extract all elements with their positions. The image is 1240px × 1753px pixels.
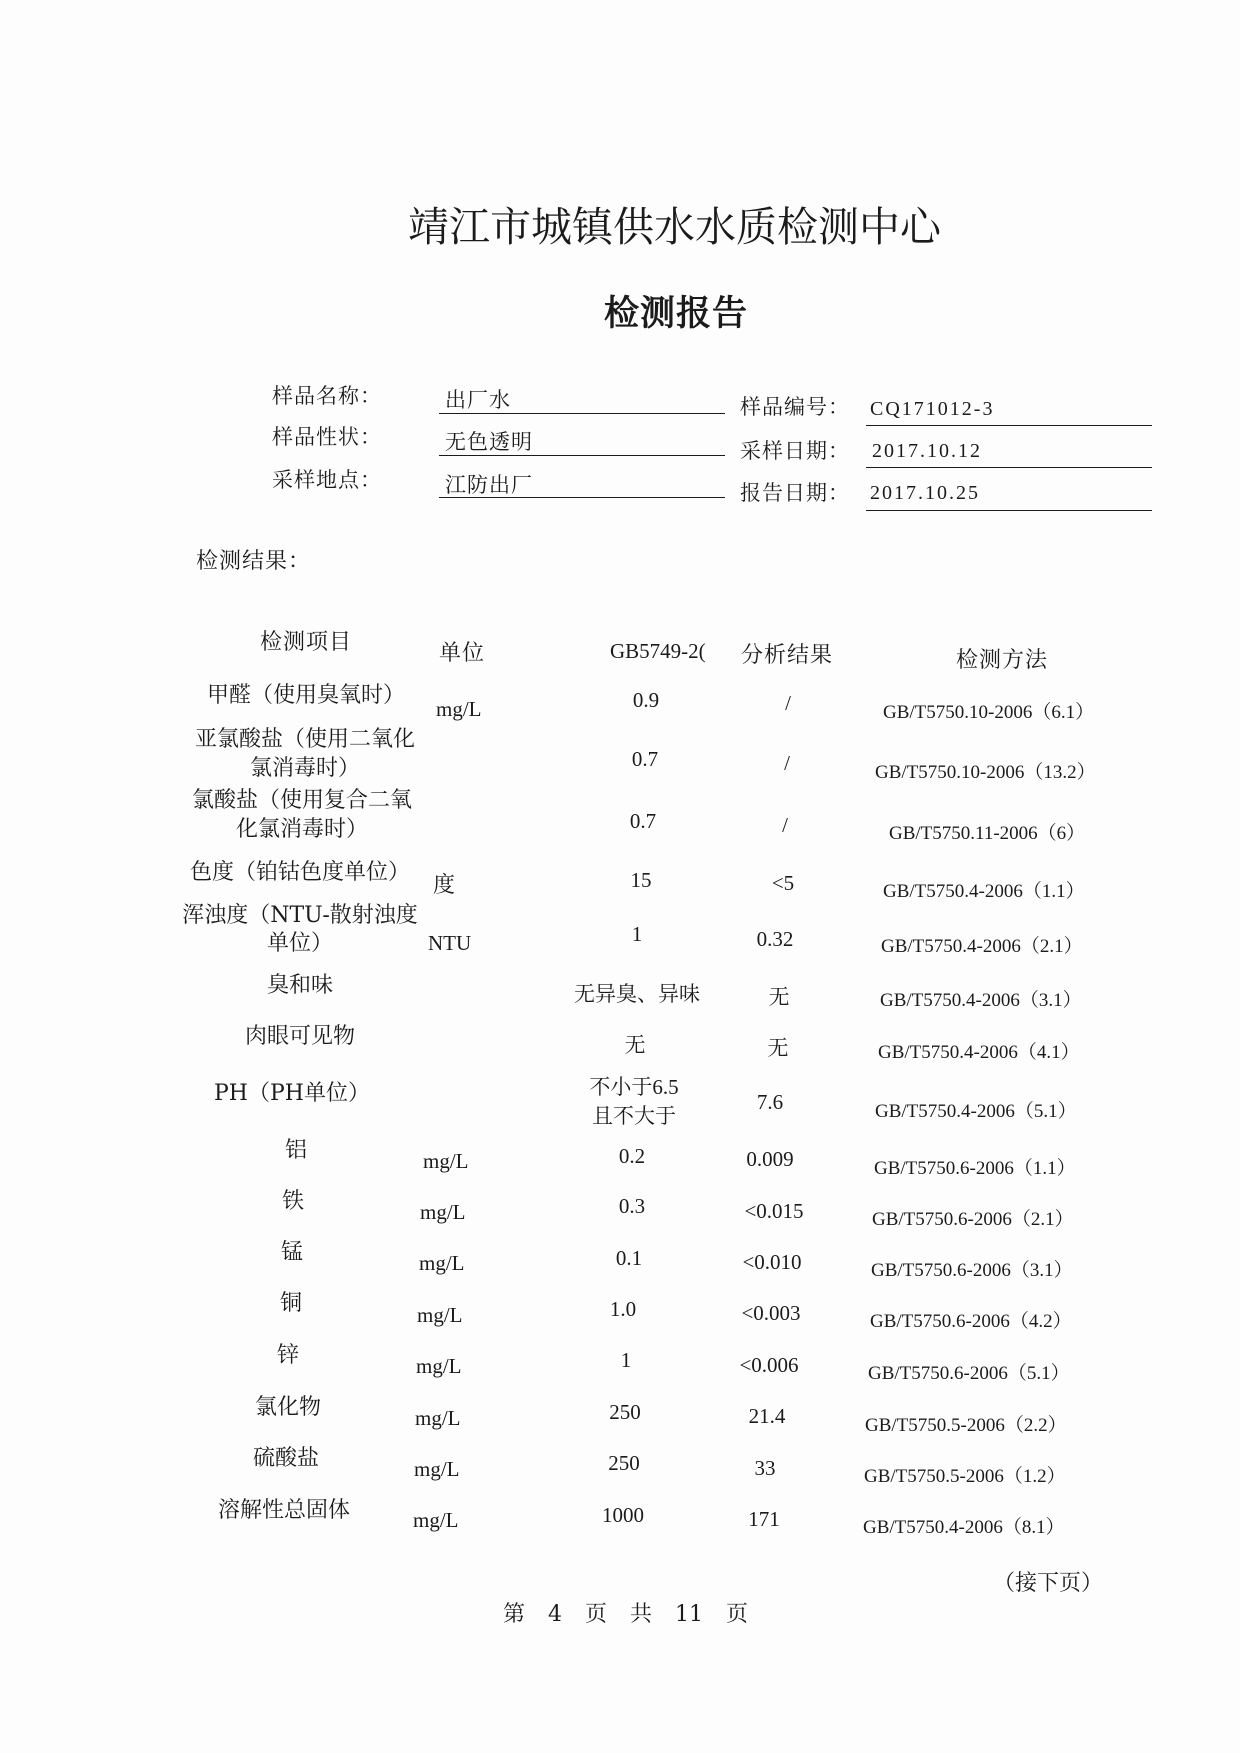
analysis-result: 无 <box>768 985 790 1009</box>
test-item-name: 锌 <box>276 1343 299 1368</box>
test-item-name: 甲醛（使用臭氧时） <box>206 683 405 708</box>
organization-title: 靖江市城镇供水水质检测中心 <box>408 203 941 251</box>
unit: mg/L <box>414 1457 460 1481</box>
unit: mg/L <box>420 1200 466 1224</box>
results-heading: 检测结果： <box>196 549 312 574</box>
analysis-result: 171 <box>748 1507 780 1531</box>
standard-limit: 1 <box>631 922 643 946</box>
standard-limit: 250 <box>609 1400 641 1424</box>
continued-note: （接下页） <box>993 1571 1104 1596</box>
standard-limit: 不小于6.5 <box>589 1075 679 1099</box>
standard-limit: 无异臭、异味 <box>574 982 700 1006</box>
unit: mg/L <box>417 1303 463 1327</box>
unit: mg/L <box>423 1149 469 1173</box>
test-method: GB/T5750.4-2006（3.1） <box>880 990 1082 1011</box>
test-method: GB/T5750.4-2006（4.1） <box>878 1042 1080 1063</box>
standard-limit: 0.7 <box>631 747 659 771</box>
test-item-name: 铜 <box>279 1291 302 1316</box>
analysis-result: <0.006 <box>739 1353 799 1377</box>
unit: mg/L <box>413 1508 459 1532</box>
test-item-name: 氯酸盐（使用复合二氧 <box>191 788 412 813</box>
test-item-name: 浑浊度（NTU-散射浊度 <box>182 903 418 928</box>
test-item-name: 色度（铂钴色度单位） <box>189 860 410 885</box>
test-item-name: 亚氯酸盐（使用二氧化 <box>194 727 415 752</box>
test-item-name: 氯化物 <box>254 1395 321 1420</box>
header-unit: 单位 <box>439 641 486 666</box>
sample-name-underline <box>439 413 725 414</box>
standard-limit: 1.0 <box>609 1297 637 1321</box>
test-method: GB/T5750.5-2006（1.2） <box>864 1466 1066 1487</box>
analysis-result: 无 <box>767 1036 789 1060</box>
unit: mg/L <box>416 1354 462 1378</box>
analysis-result: / <box>782 813 788 837</box>
sample-state-label: 样品性状： <box>272 425 382 449</box>
test-method: GB/T5750.4-2006（2.1） <box>881 936 1083 957</box>
unit: mg/L <box>415 1406 461 1430</box>
analysis-result: 7.6 <box>756 1090 784 1114</box>
test-method: GB/T5750.6-2006（4.2） <box>870 1311 1072 1332</box>
test-item-name: PH（PH单位） <box>214 1081 370 1106</box>
analysis-result: <0.015 <box>744 1199 804 1223</box>
sampling-date-underline <box>866 467 1152 468</box>
test-method: GB/T5750.4-2006（5.1） <box>875 1101 1077 1122</box>
standard-limit: 0.7 <box>629 809 657 833</box>
page-number: 第 4 页 共 11 页 <box>503 1602 748 1627</box>
test-method: GB/T5750.5-2006（2.2） <box>865 1415 1067 1436</box>
test-method: GB/T5750.6-2006（1.1） <box>874 1158 1076 1179</box>
standard-limit: 0.1 <box>615 1246 643 1270</box>
report-date-underline <box>866 510 1152 511</box>
analysis-result: / <box>784 751 790 775</box>
test-item-name: 肉眼可见物 <box>244 1024 355 1049</box>
test-item-name: 锰 <box>280 1240 303 1265</box>
test-method: GB/T5750.6-2006（2.1） <box>872 1209 1074 1230</box>
test-item-name: 化氯消毒时） <box>235 817 368 842</box>
standard-limit: 无 <box>624 1033 646 1057</box>
sample-id-value: CQ171012-3 <box>870 398 995 420</box>
unit: NTU <box>428 931 472 955</box>
sample-id-underline <box>866 425 1152 426</box>
standard-limit: 0.3 <box>618 1194 646 1218</box>
standard-limit: 15 <box>630 868 652 892</box>
test-item-name: 臭和味 <box>266 973 333 998</box>
header-result: 分析结果 <box>741 643 834 668</box>
test-method: GB/T5750.10-2006（6.1） <box>883 702 1095 723</box>
standard-limit: 1000 <box>602 1503 644 1527</box>
analysis-result: 0.32 <box>756 927 794 951</box>
test-item-name: 单位） <box>266 931 333 956</box>
sampling-date-value: 2017.10.12 <box>872 440 982 462</box>
standard-limit: 0.2 <box>618 1144 646 1168</box>
test-method: GB/T5750.10-2006（13.2） <box>875 762 1096 783</box>
test-method: GB/T5750.6-2006（5.1） <box>868 1363 1070 1384</box>
sampling-location-value: 江防出厂 <box>445 473 533 497</box>
test-method: GB/T5750.4-2006（8.1） <box>863 1517 1065 1538</box>
report-date-label: 报告日期： <box>740 481 850 505</box>
header-standard-limit: GB5749-2( <box>610 639 706 663</box>
test-item-name: 溶解性总固体 <box>217 1498 350 1523</box>
sample-id-label: 样品编号： <box>740 395 850 419</box>
standard-limit: 且不大于 <box>592 1104 676 1128</box>
standard-limit: 1 <box>620 1348 632 1372</box>
test-item-name: 硫酸盐 <box>252 1446 319 1471</box>
sample-name-value: 出厂水 <box>445 388 511 412</box>
header-item: 检测项目 <box>260 630 353 655</box>
analysis-result: <0.010 <box>742 1250 802 1274</box>
analysis-result: <5 <box>771 871 795 895</box>
header-method: 检测方法 <box>956 648 1049 673</box>
standard-limit: 250 <box>608 1451 640 1475</box>
analysis-result: 21.4 <box>748 1404 786 1428</box>
analysis-result: <0.003 <box>741 1301 801 1325</box>
sampling-location-label: 采样地点： <box>272 468 382 492</box>
test-method: GB/T5750.4-2006（1.1） <box>883 881 1085 902</box>
test-item-name: 氯消毒时） <box>249 756 360 781</box>
unit: 度 <box>433 873 456 898</box>
analysis-result: 33 <box>754 1456 776 1480</box>
sample-name-label: 样品名称： <box>272 384 382 408</box>
standard-limit: 0.9 <box>632 688 660 712</box>
test-method: GB/T5750.6-2006（3.1） <box>871 1260 1073 1281</box>
sampling-location-underline <box>439 497 725 498</box>
analysis-result: / <box>785 691 791 715</box>
analysis-result: 0.009 <box>746 1147 794 1171</box>
unit: mg/L <box>419 1251 465 1275</box>
sample-state-value: 无色透明 <box>445 430 533 454</box>
unit: mg/L <box>436 697 482 721</box>
test-item-name: 铁 <box>281 1189 304 1214</box>
sample-state-underline <box>439 455 725 456</box>
sampling-date-label: 采样日期： <box>740 439 850 463</box>
report-date-value: 2017.10.25 <box>870 482 980 504</box>
report-title: 检测报告 <box>604 293 749 334</box>
test-method: GB/T5750.11-2006（6） <box>889 823 1086 844</box>
test-item-name: 铝 <box>284 1138 307 1163</box>
